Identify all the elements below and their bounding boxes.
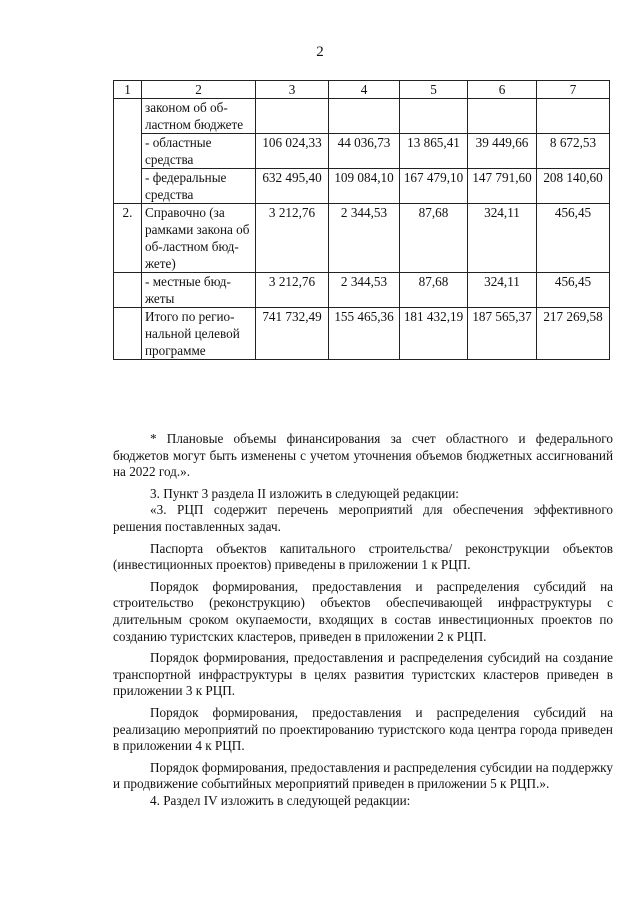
column-header: 5 — [400, 81, 468, 99]
row-name-cell: Итого по регио-нальной целевой программе — [142, 308, 256, 360]
value-cell: 208 140,60 — [537, 169, 610, 204]
paragraph: Порядок формирования, предоставления и распределения субсидий на реализацию мероприятий по проектированию туристского кода центра города приведен в приложении 4 к РЦП. — [113, 704, 613, 754]
column-header: 1 — [114, 81, 142, 99]
document-body — [113, 431, 613, 809]
table-row — [114, 99, 610, 134]
footnote: * Плановые объемы финансирования за счет областного и федерального бюджетов могут быть изменены с учетом уточнения объемов бюджетных ассигнований на 2022 год.». — [113, 431, 613, 480]
paragraph: Порядок формирования, предоставления и распределения субсидий на создание транспортной инфраструктуры в целях развития туристских кластеров приведен в приложении 3 к РЦП. — [113, 650, 613, 699]
paragraph: Порядок формирования, предоставления и распределения субсидии на поддержку и продвижение событийных мероприятий приведен в приложении 5 к РЦП.». — [113, 759, 613, 792]
row-index-cell: 2. — [114, 204, 142, 273]
table-row — [114, 204, 610, 273]
table-row — [114, 169, 610, 204]
column-header: 3 — [256, 81, 329, 99]
value-cell — [537, 99, 610, 134]
value-cell: 456,45 — [537, 204, 610, 273]
column-header: 2 — [142, 81, 256, 99]
paragraph: 3. Пункт 3 раздела II изложить в следующей редакции: — [150, 485, 459, 501]
value-cell: 324,11 — [468, 273, 537, 308]
row-name-cell: Справочно (за рамками закона об об-ластном бюд-жете) — [142, 204, 256, 273]
value-cell: 167 479,10 — [400, 169, 468, 204]
row-name-cell: - федеральные средства — [142, 169, 256, 204]
value-cell: 741 732,49 — [256, 308, 329, 360]
column-header: 7 — [537, 81, 610, 99]
row-name-cell: законом об об-ластном бюджете — [142, 99, 256, 134]
value-cell: 109 084,10 — [329, 169, 400, 204]
value-cell: 106 024,33 — [256, 134, 329, 169]
value-cell: 13 865,41 — [400, 134, 468, 169]
value-cell — [329, 99, 400, 134]
value-cell: 3 212,76 — [256, 204, 329, 273]
value-cell: 87,68 — [400, 204, 468, 273]
column-header: 6 — [468, 81, 537, 99]
row-index-cell — [114, 308, 142, 360]
financing-table — [113, 80, 610, 360]
paragraph: «3. РЦП содержит перечень мероприятий для обеспечения эффективного решения поставленных задач. — [113, 502, 613, 534]
table-row — [114, 273, 610, 308]
value-cell: 2 344,53 — [329, 273, 400, 308]
value-cell: 155 465,36 — [329, 308, 400, 360]
value-cell: 147 791,60 — [468, 169, 537, 204]
value-cell: 87,68 — [400, 273, 468, 308]
value-cell: 456,45 — [537, 273, 610, 308]
row-index-cell — [114, 99, 142, 204]
value-cell — [468, 99, 537, 134]
paragraph: Паспорта объектов капитального строительства/ реконструкции объектов (инвестиционных проектов) приведены в приложении 1 к РЦП. — [113, 540, 613, 573]
value-cell: 187 565,37 — [468, 308, 537, 360]
row-name-cell: - местные бюд-жеты — [142, 273, 256, 308]
row-index-cell — [114, 273, 142, 308]
column-header: 4 — [329, 81, 400, 99]
paragraph: Порядок формирования, предоставления и распределения субсидий на строительство (реконструкцию) объектов обеспечивающей инфраструктуры с длительным сроком окупаемости, входящих в состав инвестиционных проектов по созданию туристских кластеров, приведен в приложении 2 к РЦП. — [113, 578, 613, 644]
table-row — [114, 308, 610, 360]
value-cell: 181 432,19 — [400, 308, 468, 360]
value-cell — [256, 99, 329, 134]
value-cell: 39 449,66 — [468, 134, 537, 169]
value-cell: 3 212,76 — [256, 273, 329, 308]
value-cell: 8 672,53 — [537, 134, 610, 169]
row-name-cell: - областные средства — [142, 134, 256, 169]
value-cell: 632 495,40 — [256, 169, 329, 204]
value-cell: 217 269,58 — [537, 308, 610, 360]
value-cell: 324,11 — [468, 204, 537, 273]
value-cell: 44 036,73 — [329, 134, 400, 169]
page-number: 2 — [316, 44, 324, 60]
paragraph: 4. Раздел IV изложить в следующей редакции: — [150, 792, 411, 808]
table-row — [114, 134, 610, 169]
table-header-row — [114, 81, 610, 99]
value-cell: 2 344,53 — [329, 204, 400, 273]
value-cell — [400, 99, 468, 134]
